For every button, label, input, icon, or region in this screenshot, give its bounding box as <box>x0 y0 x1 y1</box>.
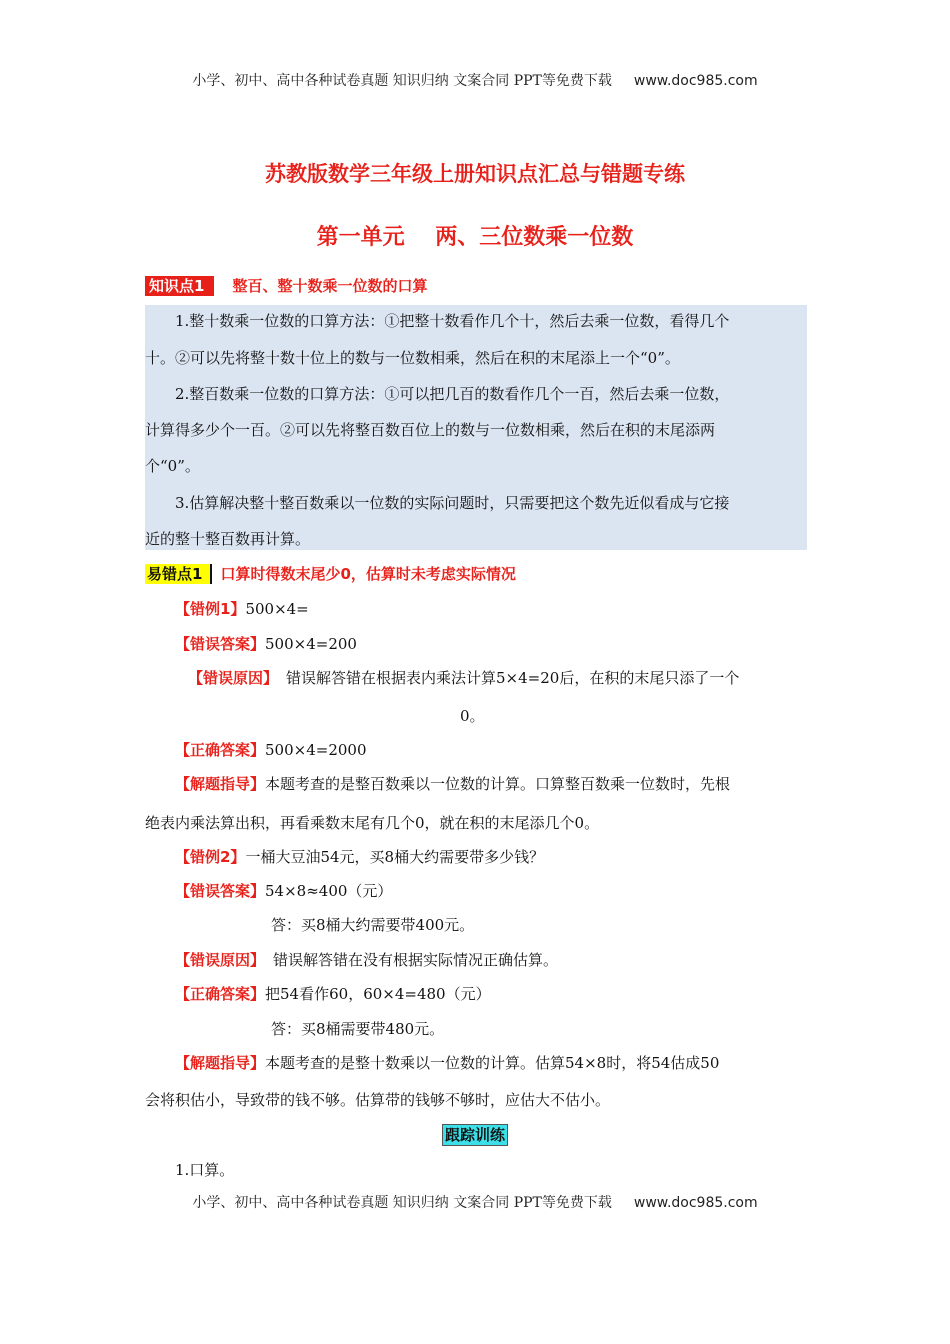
knowledge-p2-c: 个“0”。 <box>145 457 200 475</box>
ex2-text: 一桶大豆油54元，买8桶大约需要带多少钱？ <box>245 848 545 866</box>
ex1-text: 500×4= <box>245 600 309 618</box>
ex1-wrong-text: 500×4=200 <box>265 635 357 653</box>
ex1-guide-label: 【解题指导】 <box>175 775 266 793</box>
ex2-wrong-label: 【错误答案】 <box>175 882 266 900</box>
tracking-label: 跟踪训练 <box>442 1124 508 1146</box>
ex1-right <box>175 739 367 760</box>
ex2-guide-b: 会将积估小，导致带的钱不够。估算带的钱够不够时，应估大不估小。 <box>145 1091 611 1109</box>
ex2-right-answer: 答：买8桶需要带480元。 <box>271 1020 445 1038</box>
ex1-reason <box>188 667 739 688</box>
ex1-reason-b: 0。 <box>460 707 485 725</box>
ex1-wrong-label: 【错误答案】 <box>175 635 266 653</box>
ex1-label: 【错例1】 <box>175 600 246 618</box>
ex1-right-label: 【正确答案】 <box>175 741 266 759</box>
knowledge-heading <box>145 275 427 296</box>
ex2-right-text: 把54看作60，60×4=480（元） <box>265 985 491 1003</box>
knowledge-p1-b: 十。②可以先将整十数十位上的数与一位数相乘，然后在积的末尾添上一个“0”。 <box>145 349 680 367</box>
ex2-reason <box>175 949 558 970</box>
knowledge-p2-a: 2.整百数乘一位数的口算方法：①可以把几百的数看作几个一百，然后去乘一位数， <box>175 385 730 403</box>
knowledge-p3-b: 近的整十整百数再计算。 <box>145 530 311 548</box>
ex1-question <box>175 598 309 619</box>
tracking-heading <box>0 1124 950 1145</box>
ex2-reason-text: 错误解答错在没有根据实际情况正确估算。 <box>273 951 559 969</box>
ex1-guide-a: 本题考查的是整百数乘以一位数的计算。口算整百数乘一位数时，先根 <box>265 775 731 793</box>
ex2-reason-label: 【错误原因】 <box>175 951 266 969</box>
header-url[interactable]: www.doc985.com <box>633 73 758 89</box>
page-footer <box>0 1192 950 1212</box>
tracking-item-1: 1.口算。 <box>175 1161 235 1179</box>
knowledge-title: 整百、整十数乘一位数的口算 <box>232 277 428 295</box>
error-point-tag: 易错点1 <box>145 564 212 584</box>
ex2-guide-label: 【解题指导】 <box>175 1054 266 1072</box>
header-text: 小学、初中、高中各种试卷真题 知识归纳 文案合同 PPT等免费下载 <box>192 73 612 89</box>
ex2-wrong-answer: 答：买8桶大约需要带400元。 <box>271 916 475 934</box>
ex2-wrong-text: 54×8≈400（元） <box>265 882 393 900</box>
ex1-guide-b: 绝表内乘法算出积，再看乘数末尾有几个0，就在积的末尾添几个0。 <box>145 814 600 832</box>
footer-text: 小学、初中、高中各种试卷真题 知识归纳 文案合同 PPT等免费下载 <box>192 1195 612 1211</box>
ex2-guide-a: 本题考查的是整十数乘以一位数的计算。估算54×8时，将54估成50 <box>265 1054 720 1072</box>
footer-url[interactable]: www.doc985.com <box>633 1195 758 1211</box>
error-point-heading <box>145 563 516 584</box>
ex2-right-label: 【正确答案】 <box>175 985 266 1003</box>
ex2-right <box>175 983 491 1004</box>
ex2-guide <box>175 1052 719 1073</box>
error-point-title: 口算时得数末尾少0，估算时未考虑实际情况 <box>220 565 516 583</box>
page-header <box>0 70 950 90</box>
knowledge-p3-a: 3.估算解决整十整百数乘以一位数的实际问题时，只需要把这个数先近似看成与它接 <box>175 494 730 512</box>
unit-title: 第一单元 两、三位数乘一位数 <box>316 225 634 250</box>
knowledge-p2-b: 计算得多少个一百。②可以先将整百数百位上的数与一位数相乘，然后在积的末尾添两 <box>145 421 716 439</box>
ex2-label: 【错例2】 <box>175 848 246 866</box>
knowledge-p1-a: 1.整十数乘一位数的口算方法：①把整十数看作几个十，然后去乘一位数，看得几个 <box>175 312 730 330</box>
main-title: 苏教版数学三年级上册知识点汇总与错题专练 <box>265 162 685 186</box>
ex1-wrong <box>175 633 357 654</box>
ex2-question <box>175 846 544 867</box>
ex1-right-text: 500×4=2000 <box>265 741 367 759</box>
ex2-wrong <box>175 880 392 901</box>
knowledge-tag: 知识点1 <box>145 276 214 296</box>
ex1-reason-label: 【错误原因】 <box>188 669 279 687</box>
ex1-guide <box>175 773 730 794</box>
ex1-reason-a: 错误解答错在根据表内乘法计算5×4=20后，在积的末尾只添了一个 <box>286 669 740 687</box>
